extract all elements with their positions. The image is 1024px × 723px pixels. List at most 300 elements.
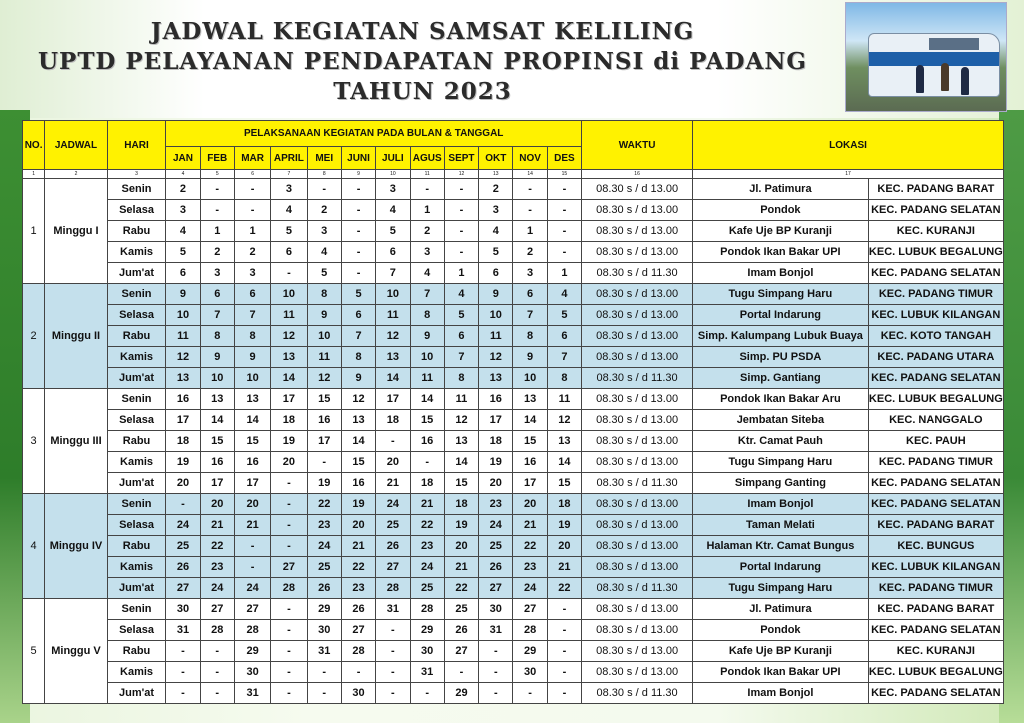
- time-cell: 08.30 s / d 13.00: [582, 536, 693, 557]
- date-cell: 1: [547, 263, 581, 284]
- date-cell: 7: [200, 305, 234, 326]
- date-cell: 27: [166, 578, 200, 599]
- date-cell: 29: [410, 620, 444, 641]
- date-cell: -: [410, 179, 444, 200]
- date-cell: 27: [271, 557, 307, 578]
- date-cell: 23: [341, 578, 375, 599]
- location-cell: Taman Melati: [693, 515, 869, 536]
- date-cell: 13: [341, 410, 375, 431]
- date-cell: 6: [341, 305, 375, 326]
- date-cell: -: [200, 200, 234, 221]
- day-cell: Kamis: [107, 452, 166, 473]
- week-label: Minggu I: [45, 179, 108, 284]
- district-cell: KEC. LUBUK KILANGAN: [868, 305, 1003, 326]
- date-cell: -: [166, 683, 200, 704]
- date-cell: 28: [234, 620, 270, 641]
- schedule-row: [23, 221, 1004, 242]
- location-cell: Tugu Simpang Haru: [693, 578, 869, 599]
- header-month: OKT: [479, 147, 513, 170]
- date-cell: 7: [547, 347, 581, 368]
- header-month: JAN: [166, 147, 200, 170]
- date-cell: 4: [547, 284, 581, 305]
- date-cell: 8: [547, 368, 581, 389]
- date-cell: 19: [444, 515, 478, 536]
- date-cell: 2: [479, 179, 513, 200]
- schedule-row: [23, 347, 1004, 368]
- date-cell: 8: [410, 305, 444, 326]
- date-cell: 18: [479, 431, 513, 452]
- location-cell: Halaman Ktr. Camat Bungus: [693, 536, 869, 557]
- date-cell: 9: [513, 347, 547, 368]
- date-cell: -: [271, 536, 307, 557]
- header-hari: HARI: [107, 121, 166, 170]
- column-number: 2: [45, 170, 108, 179]
- date-cell: 2: [513, 242, 547, 263]
- date-cell: 6: [234, 284, 270, 305]
- date-cell: 23: [307, 515, 341, 536]
- date-cell: 27: [444, 641, 478, 662]
- date-cell: 20: [479, 473, 513, 494]
- date-cell: -: [271, 494, 307, 515]
- date-cell: 20: [166, 473, 200, 494]
- date-cell: 21: [234, 515, 270, 536]
- date-cell: 2: [234, 242, 270, 263]
- date-cell: 10: [376, 284, 410, 305]
- district-cell: KEC. KURANJI: [868, 221, 1003, 242]
- date-cell: 11: [307, 347, 341, 368]
- district-cell: KEC. PADANG BARAT: [868, 599, 1003, 620]
- week-label: Minggu III: [45, 389, 108, 494]
- time-cell: 08.30 s / d 11.30: [582, 368, 693, 389]
- day-cell: Rabu: [107, 431, 166, 452]
- schedule-row: [23, 662, 1004, 683]
- day-cell: Kamis: [107, 557, 166, 578]
- date-cell: 8: [200, 326, 234, 347]
- day-cell: Selasa: [107, 305, 166, 326]
- district-cell: KEC. PADANG SELATAN: [868, 473, 1003, 494]
- day-cell: Rabu: [107, 221, 166, 242]
- date-cell: 19: [547, 515, 581, 536]
- date-cell: 28: [341, 641, 375, 662]
- schedule-row: [23, 305, 1004, 326]
- header-pelaksanaan: PELAKSANAAN KEGIATAN PADA BULAN & TANGGAL: [166, 121, 582, 147]
- column-number: 7: [271, 170, 307, 179]
- time-cell: 08.30 s / d 13.00: [582, 179, 693, 200]
- header-month: JUNI: [341, 147, 375, 170]
- date-cell: 21: [376, 473, 410, 494]
- date-cell: 18: [166, 431, 200, 452]
- date-cell: 20: [200, 494, 234, 515]
- header-month: DES: [547, 147, 581, 170]
- location-cell: Imam Bonjol: [693, 494, 869, 515]
- date-cell: 5: [307, 263, 341, 284]
- date-cell: 6: [200, 284, 234, 305]
- date-cell: 29: [234, 641, 270, 662]
- date-cell: 6: [444, 326, 478, 347]
- district-cell: KEC. LUBUK BEGALUNG: [868, 242, 1003, 263]
- time-cell: 08.30 s / d 11.30: [582, 473, 693, 494]
- date-cell: -: [547, 662, 581, 683]
- location-cell: Pondok: [693, 200, 869, 221]
- date-cell: -: [341, 221, 375, 242]
- date-cell: -: [444, 179, 478, 200]
- schedule-row: [23, 578, 1004, 599]
- date-cell: -: [444, 662, 478, 683]
- date-cell: 9: [479, 284, 513, 305]
- time-cell: 08.30 s / d 13.00: [582, 557, 693, 578]
- date-cell: 21: [341, 536, 375, 557]
- date-cell: -: [200, 683, 234, 704]
- location-cell: Kafe Uje BP Kuranji: [693, 221, 869, 242]
- date-cell: 17: [166, 410, 200, 431]
- date-cell: -: [200, 662, 234, 683]
- date-cell: -: [479, 683, 513, 704]
- date-cell: 13: [547, 431, 581, 452]
- date-cell: 25: [376, 515, 410, 536]
- column-number: 12: [444, 170, 478, 179]
- date-cell: 22: [307, 494, 341, 515]
- date-cell: 6: [376, 242, 410, 263]
- date-cell: 4: [307, 242, 341, 263]
- date-cell: -: [271, 599, 307, 620]
- date-cell: 12: [271, 326, 307, 347]
- date-cell: -: [410, 683, 444, 704]
- date-cell: 3: [200, 263, 234, 284]
- date-cell: 13: [200, 389, 234, 410]
- location-cell: Portal Indarung: [693, 305, 869, 326]
- header-month: SEPT: [444, 147, 478, 170]
- location-cell: Pondok Ikan Bakar Aru: [693, 389, 869, 410]
- date-cell: 5: [341, 284, 375, 305]
- date-cell: 6: [547, 326, 581, 347]
- date-cell: -: [341, 263, 375, 284]
- column-number: 5: [200, 170, 234, 179]
- title-line-3: TAHUN 2023: [333, 78, 512, 105]
- header-no: NO.: [23, 121, 45, 170]
- date-cell: -: [444, 242, 478, 263]
- schedule-row: [23, 557, 1004, 578]
- date-cell: 10: [166, 305, 200, 326]
- date-cell: 14: [271, 368, 307, 389]
- time-cell: 08.30 s / d 13.00: [582, 200, 693, 221]
- week-number: 1: [23, 179, 45, 284]
- person-figure: [916, 65, 924, 93]
- date-cell: 4: [444, 284, 478, 305]
- date-cell: 20: [513, 494, 547, 515]
- date-cell: -: [547, 242, 581, 263]
- schedule-row: [23, 326, 1004, 347]
- date-cell: 11: [271, 305, 307, 326]
- day-cell: Rabu: [107, 536, 166, 557]
- schedule-row: [23, 179, 1004, 200]
- date-cell: 14: [410, 389, 444, 410]
- date-cell: 16: [513, 452, 547, 473]
- date-cell: 7: [410, 284, 444, 305]
- location-cell: Imam Bonjol: [693, 263, 869, 284]
- samsat-van-photo: [845, 2, 1007, 112]
- header-waktu: WAKTU: [582, 121, 693, 170]
- date-cell: 3: [234, 263, 270, 284]
- schedule-row: [23, 410, 1004, 431]
- time-cell: 08.30 s / d 13.00: [582, 599, 693, 620]
- date-cell: 14: [341, 431, 375, 452]
- date-cell: -: [166, 641, 200, 662]
- date-cell: 5: [376, 221, 410, 242]
- date-cell: 24: [513, 578, 547, 599]
- date-cell: 11: [547, 389, 581, 410]
- date-cell: 16: [479, 389, 513, 410]
- date-cell: -: [376, 431, 410, 452]
- column-number: 16: [582, 170, 693, 179]
- location-cell: Jl. Patimura: [693, 179, 869, 200]
- date-cell: 22: [200, 536, 234, 557]
- date-cell: -: [200, 179, 234, 200]
- date-cell: 31: [410, 662, 444, 683]
- date-cell: 12: [547, 410, 581, 431]
- date-cell: 24: [234, 578, 270, 599]
- date-cell: 24: [479, 515, 513, 536]
- date-cell: 4: [271, 200, 307, 221]
- time-cell: 08.30 s / d 13.00: [582, 662, 693, 683]
- date-cell: 30: [410, 641, 444, 662]
- time-cell: 08.30 s / d 13.00: [582, 641, 693, 662]
- date-cell: 19: [307, 473, 341, 494]
- time-cell: 08.30 s / d 13.00: [582, 347, 693, 368]
- date-cell: -: [307, 662, 341, 683]
- week-number: 2: [23, 284, 45, 389]
- day-cell: Jum'at: [107, 578, 166, 599]
- location-cell: Tugu Simpang Haru: [693, 452, 869, 473]
- location-cell: Pondok Ikan Bakar UPI: [693, 242, 869, 263]
- date-cell: 11: [166, 326, 200, 347]
- location-cell: Ktr. Camat Pauh: [693, 431, 869, 452]
- date-cell: 27: [341, 620, 375, 641]
- date-cell: 20: [271, 452, 307, 473]
- schedule-row: [23, 599, 1004, 620]
- date-cell: 11: [479, 326, 513, 347]
- header-month: FEB: [200, 147, 234, 170]
- date-cell: 14: [444, 452, 478, 473]
- title-line-1: JADWAL KEGIATAN SAMSAT KELILING: [150, 18, 695, 45]
- date-cell: 14: [547, 452, 581, 473]
- date-cell: 8: [341, 347, 375, 368]
- date-cell: 30: [166, 599, 200, 620]
- date-cell: 2: [307, 200, 341, 221]
- date-cell: 21: [410, 494, 444, 515]
- person-figure: [941, 63, 949, 91]
- day-cell: Senin: [107, 494, 166, 515]
- date-cell: 13: [444, 431, 478, 452]
- date-cell: 7: [341, 326, 375, 347]
- date-cell: -: [271, 473, 307, 494]
- time-cell: 08.30 s / d 13.00: [582, 242, 693, 263]
- date-cell: 3: [307, 221, 341, 242]
- date-cell: 31: [234, 683, 270, 704]
- date-cell: 25: [410, 578, 444, 599]
- date-cell: 18: [376, 410, 410, 431]
- district-cell: KEC. LUBUK BEGALUNG: [868, 662, 1003, 683]
- date-cell: 4: [166, 221, 200, 242]
- district-cell: KEC. PADANG TIMUR: [868, 578, 1003, 599]
- date-cell: -: [307, 452, 341, 473]
- date-cell: 3: [376, 179, 410, 200]
- location-cell: Simp. PU PSDA: [693, 347, 869, 368]
- date-cell: 9: [166, 284, 200, 305]
- date-cell: 23: [513, 557, 547, 578]
- date-cell: -: [341, 179, 375, 200]
- day-cell: Jum'at: [107, 683, 166, 704]
- date-cell: 22: [547, 578, 581, 599]
- date-cell: 31: [307, 641, 341, 662]
- date-cell: 24: [200, 578, 234, 599]
- van-illustration: [868, 33, 1000, 97]
- date-cell: 3: [271, 179, 307, 200]
- date-cell: 6: [513, 284, 547, 305]
- column-number: 11: [410, 170, 444, 179]
- day-cell: Selasa: [107, 515, 166, 536]
- date-cell: 9: [307, 305, 341, 326]
- date-cell: 28: [513, 620, 547, 641]
- week-label: Minggu V: [45, 599, 108, 704]
- date-cell: 8: [234, 326, 270, 347]
- date-cell: -: [166, 662, 200, 683]
- date-cell: 15: [444, 473, 478, 494]
- date-cell: -: [200, 641, 234, 662]
- column-number: 13: [479, 170, 513, 179]
- date-cell: 5: [271, 221, 307, 242]
- date-cell: 20: [547, 536, 581, 557]
- day-cell: Senin: [107, 599, 166, 620]
- date-cell: 20: [444, 536, 478, 557]
- district-cell: KEC. PAUH: [868, 431, 1003, 452]
- date-cell: 16: [200, 452, 234, 473]
- date-cell: -: [547, 683, 581, 704]
- date-cell: 30: [341, 683, 375, 704]
- date-cell: 10: [200, 368, 234, 389]
- date-cell: -: [271, 683, 307, 704]
- date-cell: 25: [307, 557, 341, 578]
- time-cell: 08.30 s / d 11.30: [582, 683, 693, 704]
- schedule-row: [23, 431, 1004, 452]
- header-month: AGUS: [410, 147, 444, 170]
- district-cell: KEC. KURANJI: [868, 641, 1003, 662]
- date-cell: 21: [513, 515, 547, 536]
- date-cell: -: [271, 620, 307, 641]
- date-cell: -: [376, 641, 410, 662]
- district-cell: KEC. PADANG UTARA: [868, 347, 1003, 368]
- district-cell: KEC. PADANG SELATAN: [868, 494, 1003, 515]
- date-cell: 9: [410, 326, 444, 347]
- date-cell: -: [234, 200, 270, 221]
- date-cell: 1: [234, 221, 270, 242]
- date-cell: 5: [166, 242, 200, 263]
- date-cell: 19: [271, 431, 307, 452]
- date-cell: 5: [547, 305, 581, 326]
- day-cell: Rabu: [107, 641, 166, 662]
- column-number: 14: [513, 170, 547, 179]
- date-cell: 25: [479, 536, 513, 557]
- date-cell: 1: [410, 200, 444, 221]
- location-cell: Jl. Patimura: [693, 599, 869, 620]
- header-month: APRIL: [271, 147, 307, 170]
- date-cell: 22: [513, 536, 547, 557]
- day-cell: Senin: [107, 179, 166, 200]
- date-cell: 21: [444, 557, 478, 578]
- date-cell: 14: [200, 410, 234, 431]
- location-cell: Kafe Uje BP Kuranji: [693, 641, 869, 662]
- schedule-row: [23, 494, 1004, 515]
- date-cell: 26: [479, 557, 513, 578]
- date-cell: 30: [307, 620, 341, 641]
- date-cell: 28: [271, 578, 307, 599]
- column-number: 4: [166, 170, 200, 179]
- location-cell: Simp. Gantiang: [693, 368, 869, 389]
- date-cell: -: [234, 557, 270, 578]
- date-cell: 13: [513, 389, 547, 410]
- date-cell: -: [307, 683, 341, 704]
- day-cell: Kamis: [107, 662, 166, 683]
- time-cell: 08.30 s / d 13.00: [582, 305, 693, 326]
- date-cell: 31: [376, 599, 410, 620]
- district-cell: KEC. PADANG BARAT: [868, 179, 1003, 200]
- date-cell: 28: [200, 620, 234, 641]
- date-cell: 7: [444, 347, 478, 368]
- date-cell: 20: [234, 494, 270, 515]
- date-cell: 12: [166, 347, 200, 368]
- date-cell: 26: [341, 599, 375, 620]
- date-cell: 11: [410, 368, 444, 389]
- date-cell: 4: [479, 221, 513, 242]
- date-cell: -: [271, 641, 307, 662]
- date-cell: 22: [341, 557, 375, 578]
- date-cell: 7: [234, 305, 270, 326]
- schedule-row: [23, 641, 1004, 662]
- date-cell: 15: [341, 452, 375, 473]
- date-cell: 15: [200, 431, 234, 452]
- date-cell: 8: [307, 284, 341, 305]
- date-cell: 19: [166, 452, 200, 473]
- title-line-2: UPTD PELAYANAN PENDAPATAN PROPINSI di PADANG: [37, 48, 808, 75]
- column-number: 17: [693, 170, 1004, 179]
- date-cell: -: [271, 662, 307, 683]
- date-cell: 15: [547, 473, 581, 494]
- date-cell: -: [444, 221, 478, 242]
- time-cell: 08.30 s / d 13.00: [582, 410, 693, 431]
- date-cell: 24: [307, 536, 341, 557]
- district-cell: KEC. PADANG SELATAN: [868, 263, 1003, 284]
- date-cell: 22: [410, 515, 444, 536]
- date-cell: 10: [479, 305, 513, 326]
- date-cell: 10: [307, 326, 341, 347]
- date-cell: 22: [444, 578, 478, 599]
- date-cell: 26: [307, 578, 341, 599]
- date-cell: -: [341, 242, 375, 263]
- location-cell: Simp. Kalumpang Lubuk Buaya: [693, 326, 869, 347]
- column-number: 6: [234, 170, 270, 179]
- date-cell: -: [547, 179, 581, 200]
- date-cell: 23: [410, 536, 444, 557]
- date-cell: 26: [166, 557, 200, 578]
- person-figure: [961, 67, 969, 95]
- date-cell: 25: [444, 599, 478, 620]
- schedule-table: [22, 120, 1004, 704]
- date-cell: 5: [444, 305, 478, 326]
- schedule-row: [23, 452, 1004, 473]
- district-cell: KEC. PADANG SELATAN: [868, 683, 1003, 704]
- date-cell: 3: [513, 263, 547, 284]
- date-cell: 2: [200, 242, 234, 263]
- schedule-row: [23, 242, 1004, 263]
